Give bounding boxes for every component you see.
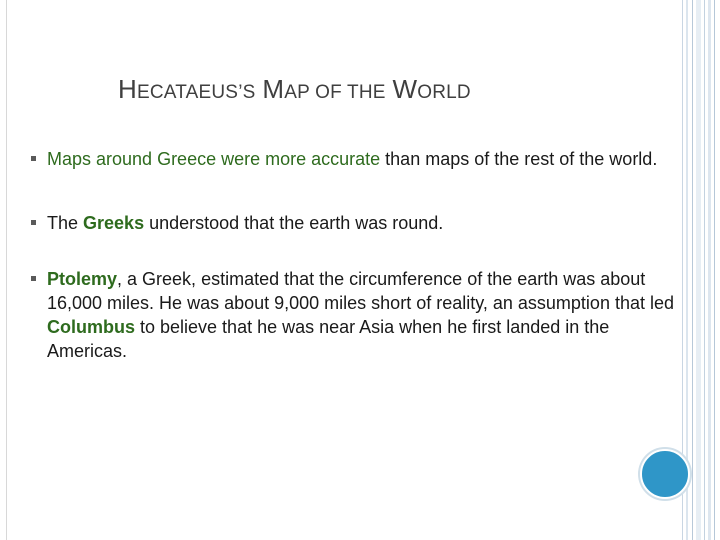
border-stripe — [704, 0, 705, 540]
border-stripe — [696, 0, 701, 540]
bullet-text-highlight: Maps around Greece were more accurate — [47, 149, 381, 169]
left-frame-line — [6, 0, 7, 540]
bullet-text: to believe that he was near Asia when he first landed in the Americas. — [47, 317, 610, 361]
title-apostrophe: ’ — [238, 82, 243, 103]
square-bullet-icon — [31, 156, 36, 161]
bullet-text: than maps of the rest of the world. — [380, 149, 658, 169]
title-word: ORLD — [417, 82, 471, 103]
bullet-item — [28, 267, 678, 363]
right-decorative-border — [682, 0, 720, 540]
decorative-circle-icon — [640, 449, 690, 499]
bullet-list — [28, 147, 678, 363]
title-letter: W — [392, 74, 418, 104]
title-letter: M — [262, 74, 285, 104]
bullet-text-highlight: Columbus — [47, 317, 135, 337]
border-stripe — [692, 0, 693, 540]
title-word: AP OF THE — [284, 82, 386, 103]
square-bullet-icon — [31, 276, 36, 281]
bullet-item — [28, 147, 678, 171]
bullet-text: The — [47, 213, 84, 233]
border-stripe — [708, 0, 711, 540]
slide-title — [118, 74, 638, 105]
bullet-text-highlight: Ptolemy — [47, 269, 118, 289]
bullet-text-highlight: Greeks — [83, 213, 145, 233]
border-stripe — [686, 0, 688, 540]
square-bullet-icon — [31, 220, 36, 225]
bullet-item — [28, 211, 678, 235]
bullet-text: understood that the earth was round. — [144, 213, 444, 233]
title-word: ECATAEUS — [136, 82, 239, 103]
border-stripe — [714, 0, 715, 540]
title-letter: H — [118, 74, 137, 104]
title-word: S — [242, 82, 256, 103]
bullet-text: , a Greek, estimated that the circumference of the earth was about 16,000 miles. He was about 9,000 miles short of reality, an assumption that led — [47, 269, 675, 313]
